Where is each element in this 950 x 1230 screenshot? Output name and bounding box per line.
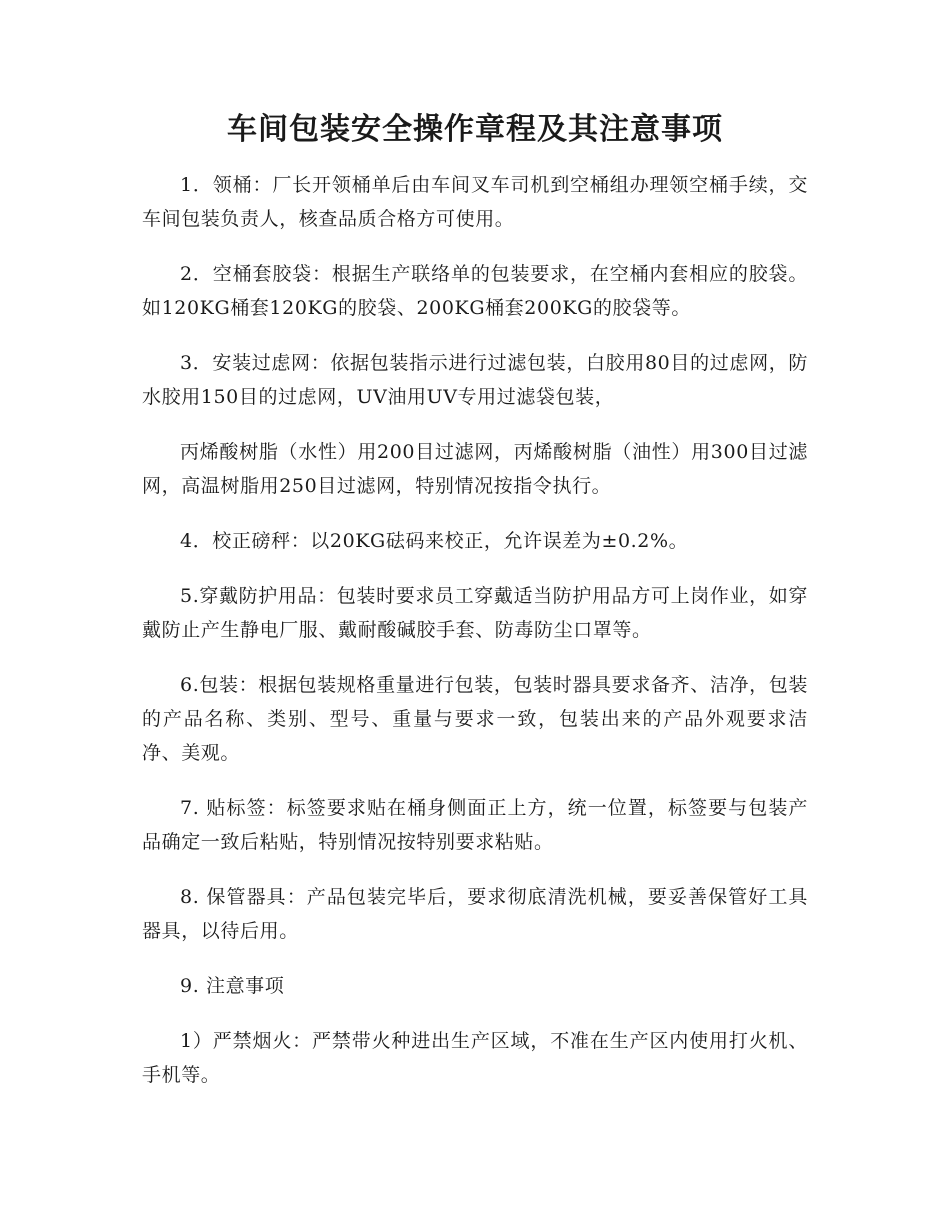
document-title: 车间包装安全操作章程及其注意事项 xyxy=(227,112,723,147)
paragraph-5-fanghu-yongpin: 5.穿戴防护用品：包装时要求员工穿戴适当防护用品方可上岗作业，如穿戴防止产生静电厂服、戴耐酸碱胶手套、防毒防尘口罩等。 xyxy=(142,585,808,641)
document-body xyxy=(142,168,808,1113)
paragraph-3-continued: 丙烯酸树脂（水性）用200目过滤网，丙烯酸树脂（油性）用300目过滤网，高温树脂用250目过滤网，特别情况按指令执行。 xyxy=(142,441,808,497)
paragraph-3-anzhuang-guolvwang: 3．安装过虑网：依据包装指示进行过滤包装，白胶用80目的过虑网，防水胶用150目的过虑网，UV油用UV专用过滤袋包装， xyxy=(142,352,808,408)
paragraph-9-1-yanjin-yanhuo: 1）严禁烟火：严禁带火种进出生产区域，不准在生产区内使用打火机、手机等。 xyxy=(142,1030,808,1086)
paragraph-2-kongtong-taojiaodai: 2．空桶套胶袋：根据生产联络单的包装要求，在空桶内套相应的胶袋。如120KG桶套120KG的胶袋、200KG桶套200KG的胶袋等。 xyxy=(142,263,808,319)
paragraph-7-tie-biaoqian: 7. 贴标签：标签要求贴在桶身侧面正上方，统一位置，标签要与包装产品确定一致后粘贴，特别情况按特别要求粘贴。 xyxy=(142,797,808,853)
paragraph-4-jiaozheng-bangcheng: 4．校正磅秤：以20KG砝码来校正，允许误差为±0.2%。 xyxy=(180,530,689,552)
paragraph-9-zhuyi-shixiang: 9. 注意事项 xyxy=(180,975,285,997)
paragraph-6-baozhuang: 6.包装：根据包装规格重量进行包装，包装时器具要求备齐、洁净，包装的产品名称、类别、型号、重量与要求一致，包装出来的产品外观要求洁净、美观。 xyxy=(142,674,808,764)
paragraph-1-lingtong: 1．领桶：厂长开领桶单后由车间叉车司机到空桶组办理领空桶手续，交车间包装负责人，核查品质合格方可使用。 xyxy=(142,174,808,230)
paragraph-8-baoguan-qiju: 8. 保管器具：产品包装完毕后，要求彻底清洗机械，要妥善保管好工具器具，以待后用。 xyxy=(142,886,808,942)
